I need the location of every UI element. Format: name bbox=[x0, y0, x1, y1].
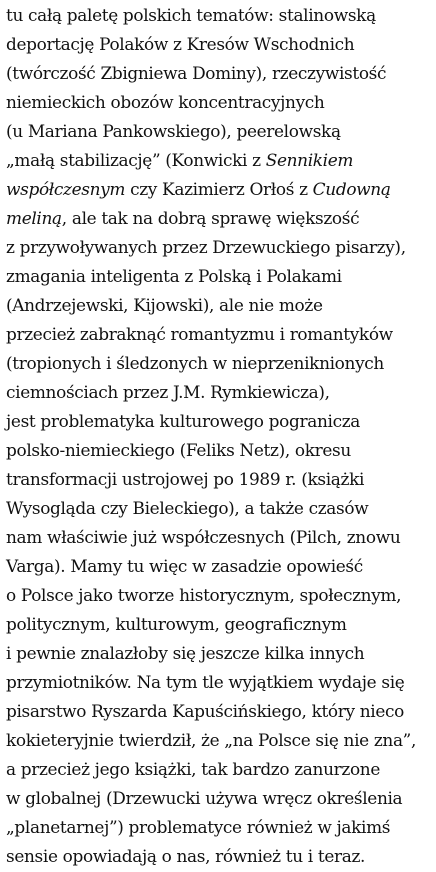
text-line bbox=[6, 2, 432, 31]
text-segment: deportację Polaków z Kresów Wschodnich bbox=[6, 35, 355, 55]
text-segment: (twórczość Zbigniewa Dominy), rzeczywistość bbox=[6, 64, 387, 84]
text-line bbox=[6, 205, 432, 234]
text-line bbox=[6, 263, 432, 292]
text-line bbox=[6, 582, 432, 611]
text-segment: Varga). Mamy tu więc w zasadzie opowieść bbox=[6, 557, 363, 577]
text-segment: jest problematyka kulturowego pogranicza bbox=[6, 412, 361, 432]
text-line bbox=[6, 669, 432, 698]
text-segment: (Andrzejewski, Kijowski), ale nie może bbox=[6, 296, 323, 316]
text-line bbox=[6, 843, 432, 872]
text-line bbox=[6, 466, 432, 495]
text-line bbox=[6, 89, 432, 118]
text-line bbox=[6, 495, 432, 524]
text-line bbox=[6, 524, 432, 553]
text-line bbox=[6, 379, 432, 408]
text-segment: przecież zabraknąć romantyzmu i romantyków bbox=[6, 325, 393, 345]
text-segment: ciemnościach przez J.M. Rymkiewicza), bbox=[6, 383, 330, 403]
text-page bbox=[6, 2, 434, 872]
text-line bbox=[6, 234, 432, 263]
text-line bbox=[6, 118, 432, 147]
text-segment: o Polsce jako tworze historycznym, społecznym, bbox=[6, 586, 402, 606]
text-segment: niemieckich obozów koncentracyjnych bbox=[6, 93, 325, 113]
text-line bbox=[6, 814, 432, 843]
text-line bbox=[6, 60, 432, 89]
text-segment: kokieteryjnie twierdził, że „na Polsce się nie zna”, bbox=[6, 731, 417, 751]
text-line bbox=[6, 698, 432, 727]
text-segment: a przecież jego książki, tak bardzo zanurzone bbox=[6, 760, 381, 780]
text-segment: zmagania inteligenta z Polską i Polakami bbox=[6, 267, 342, 287]
italic-title: meliną bbox=[6, 209, 62, 229]
text-segment: transformacji ustrojowej po 1989 r. (książki bbox=[6, 470, 365, 490]
text-segment: Wysoglądа czy Bieleckiego), a także czasów bbox=[6, 499, 369, 519]
italic-title: Cudowną bbox=[312, 180, 391, 200]
text-segment: , ale tak na dobrą sprawę większość bbox=[61, 209, 360, 229]
text-segment: politycznym, kulturowym, geograficznym bbox=[6, 615, 347, 635]
text-line bbox=[6, 785, 432, 814]
text-line bbox=[6, 640, 432, 669]
text-segment: pisarstwo Ryszarda Kapuścińskiego, który nieco bbox=[6, 702, 405, 722]
text-segment: (tropionych i śledzonych w nieprzeniknionych bbox=[6, 354, 384, 374]
text-segment: i pewnie znalazłoby się jeszcze kilka innych bbox=[6, 644, 365, 664]
text-segment: w globalnej (Drzewucki używa wręcz określenia bbox=[6, 789, 403, 809]
text-line bbox=[6, 756, 432, 785]
text-segment: z przywoływanych przez Drzewuckiego pisarzy), bbox=[6, 238, 406, 258]
text-line bbox=[6, 553, 432, 582]
text-segment: „małą stabilizację” (Konwicki z bbox=[6, 151, 266, 171]
text-segment: polsko-niemieckiego (Feliks Netz), okresu bbox=[6, 441, 351, 461]
text-line bbox=[6, 611, 432, 640]
text-segment: czy Kazimierz Orłoś z bbox=[125, 180, 313, 200]
text-line bbox=[6, 408, 432, 437]
text-line bbox=[6, 31, 432, 60]
text-segment: tu całą paletę polskich tematów: stalinowską bbox=[6, 6, 376, 26]
text-segment: sensie opowiadają o nas, również tu i teraz. bbox=[6, 847, 366, 867]
text-segment: „planetarnej”) problematyce również w jakimś bbox=[6, 818, 391, 838]
text-line bbox=[6, 321, 432, 350]
text-line bbox=[6, 292, 432, 321]
italic-title: współczesnym bbox=[6, 180, 126, 200]
text-line bbox=[6, 437, 432, 466]
text-line bbox=[6, 147, 432, 176]
italic-title: Sennikiem bbox=[265, 151, 354, 171]
text-segment: nam właściwie już współczesnych (Pilch, znowu bbox=[6, 528, 401, 548]
text-line bbox=[6, 176, 432, 205]
paragraph bbox=[6, 2, 434, 872]
text-segment: (u Mariana Pankowskiego), peerelowską bbox=[6, 122, 341, 142]
text-line bbox=[6, 727, 432, 756]
text-segment: przymiotników. Na tym tle wyjątkiem wydaje się bbox=[6, 673, 405, 693]
text-line bbox=[6, 350, 432, 379]
